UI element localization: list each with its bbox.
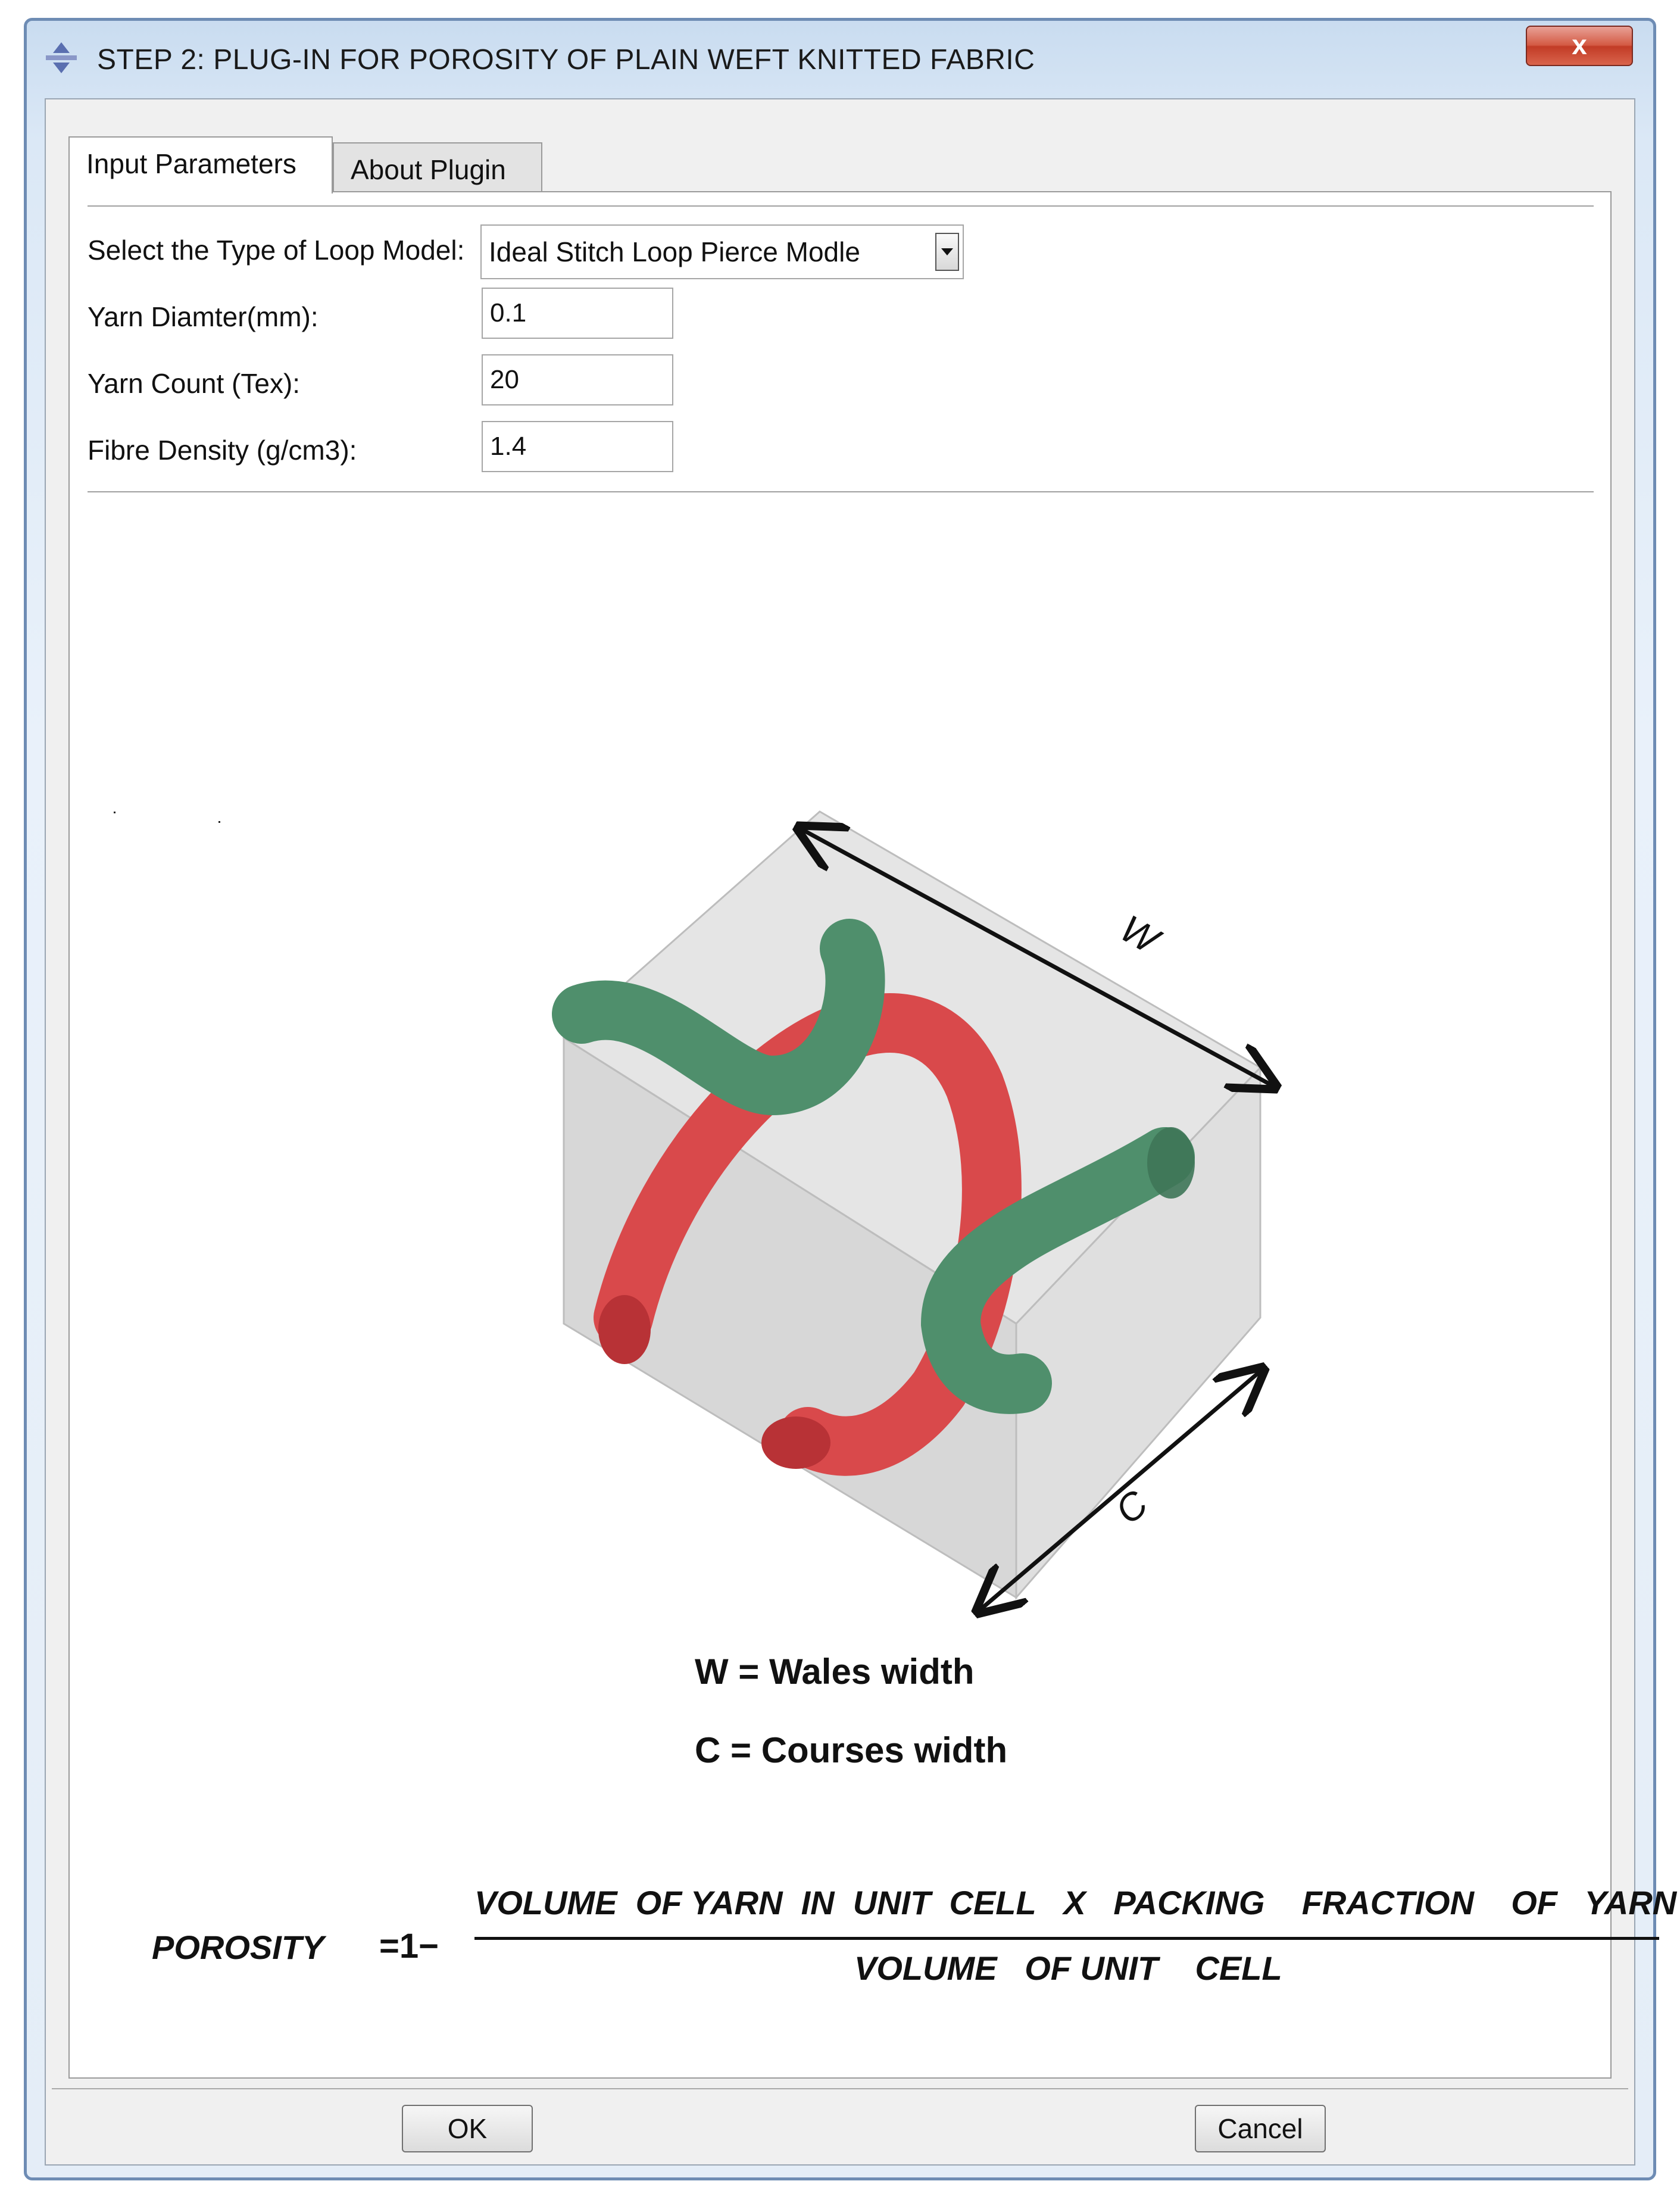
knit-unit-cell-diagram — [486, 752, 1439, 1681]
ok-button[interactable]: OK — [402, 2105, 533, 2152]
yarn-diameter-label: Yarn Diamter(mm): — [88, 301, 318, 332]
loop-model-label: Select the Type of Loop Model: — [88, 235, 465, 266]
tab-about-plugin[interactable]: About Plugin — [333, 142, 542, 196]
window-title: STEP 2: PLUG-IN FOR POROSITY OF PLAIN WEFT KNITTED FABRIC — [97, 44, 1035, 76]
plugin-dialog-window — [24, 18, 1677, 2180]
legend-c-definition: C = Courses width — [695, 1730, 1008, 1770]
yarn-count-label: Yarn Count (Tex): — [88, 368, 301, 399]
fibre-density-input[interactable]: 1.4 — [482, 421, 673, 472]
footer-separator — [52, 2088, 1628, 2089]
yarn-diameter-input[interactable]: 0.1 — [482, 288, 673, 339]
tab-input-parameters[interactable]: Input Parameters — [68, 136, 333, 194]
w-axis-label: W — [1113, 906, 1166, 962]
c-axis-label: C — [1107, 1481, 1156, 1533]
formula-fraction-bar — [474, 1937, 1659, 1940]
formula-equals: =1− — [379, 1927, 439, 1965]
title-bar[interactable] — [27, 21, 1653, 92]
red-yarn-end — [598, 1295, 651, 1364]
green-yarn-end — [1147, 1127, 1195, 1199]
loop-model-selected-value: Ideal Stitch Loop Pierce Modle — [489, 236, 860, 267]
dialog-client-area — [45, 98, 1677, 2166]
top-separator — [88, 205, 1594, 207]
loop-model-select[interactable] — [480, 224, 964, 279]
input-parameters-panel — [68, 191, 1677, 2079]
abaqus-plugin-icon — [43, 40, 79, 76]
chevron-down-icon[interactable] — [935, 233, 959, 271]
cancel-button[interactable]: Cancel — [1195, 2105, 1326, 2152]
stray-dot — [218, 821, 220, 823]
stray-dot — [114, 812, 115, 813]
formula-denominator: VOLUME OF UNIT CELL — [854, 1949, 1282, 1987]
fibre-density-label: Fibre Density (g/cm3): — [88, 435, 357, 466]
legend-w-definition: W = Wales width — [695, 1652, 975, 1692]
form-separator — [88, 491, 1594, 492]
formula-lhs: POROSITY — [152, 1929, 324, 1966]
red-yarn-end — [761, 1416, 830, 1469]
yarn-count-input[interactable]: 20 — [482, 354, 673, 405]
close-button[interactable]: x — [1526, 26, 1633, 66]
formula-numerator: VOLUME OF YARN IN UNIT CELL X PACKING FRACTION OF YARN — [474, 1884, 1677, 1921]
